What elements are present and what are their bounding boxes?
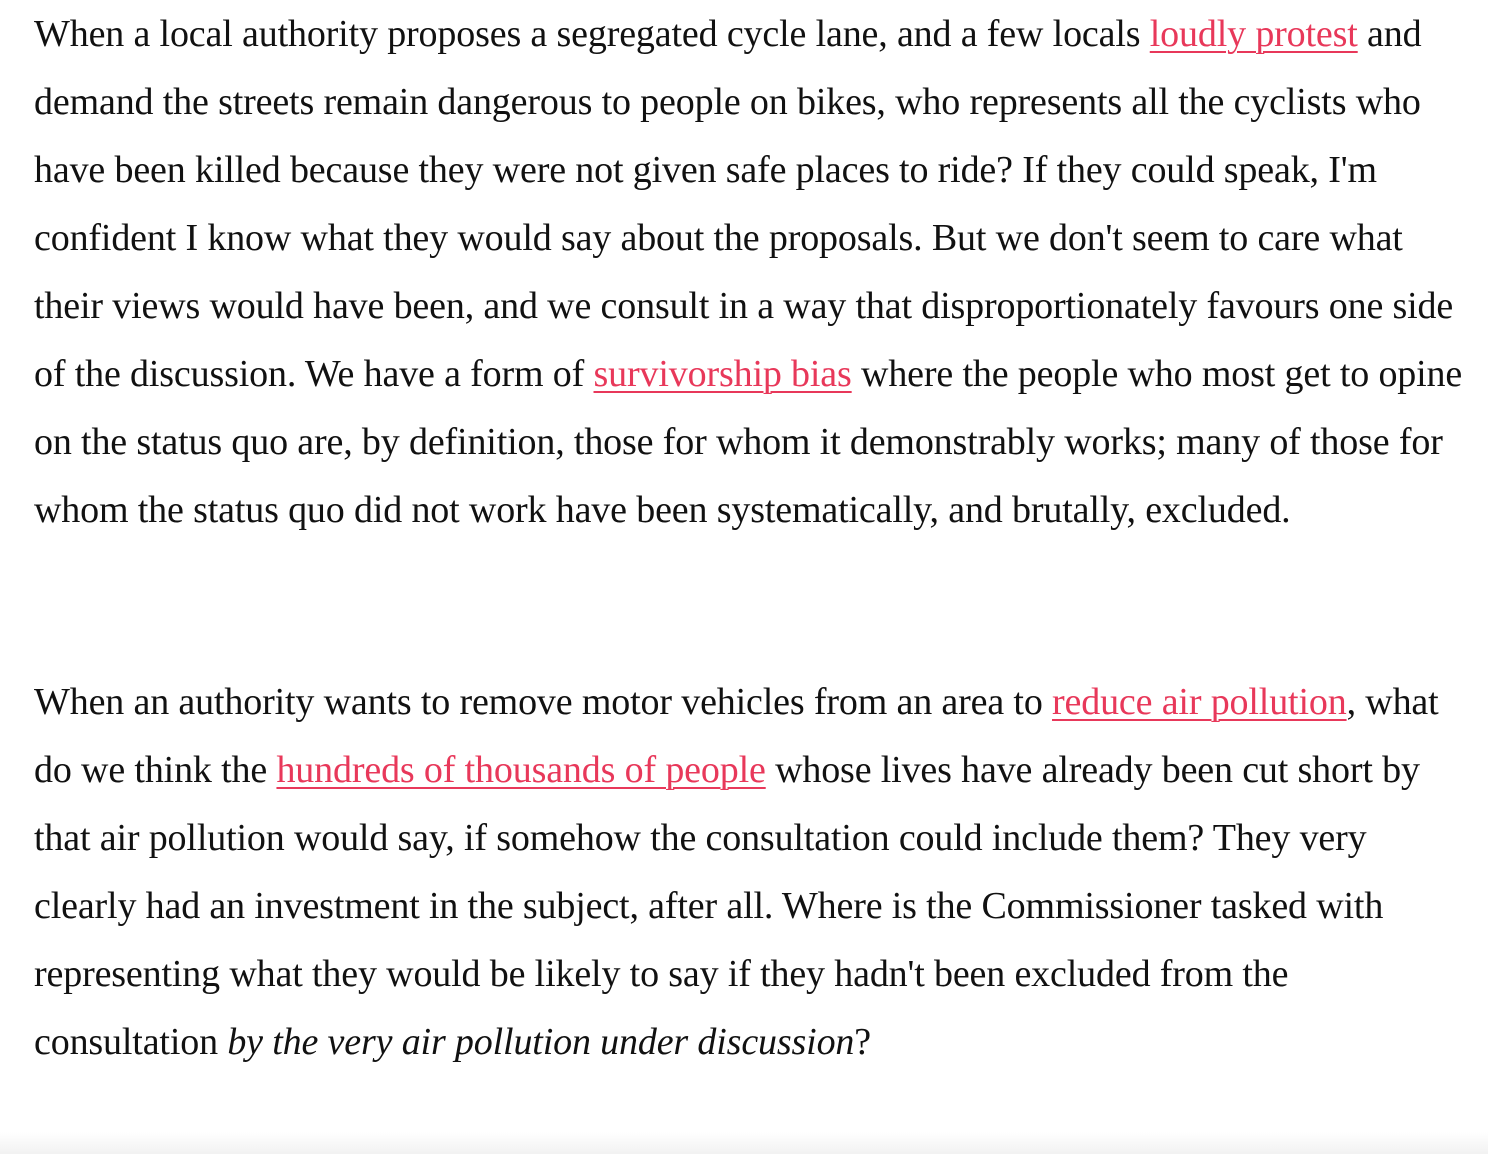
- paragraph-text: and demand the streets remain dangerous to people on bikes, who represents all the cyclists who have been killed because they were not given safe places to ride? If they could speak, I'm confident I know what they would say about the proposals. But we don't seem to care what their views would have been, and we consult in a way that disproportionately favours one side of the discussion. We have a form of: [34, 13, 1454, 395]
- bottom-fade: [0, 1132, 1488, 1154]
- paragraph-text: , what do we think the: [34, 681, 1439, 791]
- link-loudly-protest[interactable]: loudly protest: [1149, 13, 1358, 55]
- link-reduce-air-pollution[interactable]: reduce air pollution: [1052, 681, 1347, 723]
- link-hundreds-of-thousands[interactable]: hundreds of thousands of people: [276, 749, 766, 791]
- paragraph-cycle-lane: [34, 0, 1474, 544]
- paragraph-text: When an authority wants to remove motor vehicles from an area to: [34, 681, 1053, 723]
- paragraph-text: whose lives have already been cut short by that air pollution would say, if somehow the consultation could include them? They very clearly had an investment in the subject, after all. Where is the Commissioner tasked with representing what they would be likely to say if they hadn't been excluded from the consultation: [34, 749, 1420, 1063]
- paragraph-text: When a local authority proposes a segregated cycle lane, and a few locals: [34, 13, 1150, 55]
- emphasis-text: by the very air pollution under discussion: [227, 1021, 855, 1063]
- paragraph-text: ?: [854, 1021, 871, 1063]
- paragraph-air-pollution: [34, 668, 1474, 1076]
- link-survivorship-bias[interactable]: survivorship bias: [593, 353, 852, 395]
- paragraph-text: where the people who most get to opine on the status quo are, by definition, those for whom it demonstrably works; many of those for whom the status quo did not work have been systematically, and brutally, excluded.: [34, 353, 1463, 531]
